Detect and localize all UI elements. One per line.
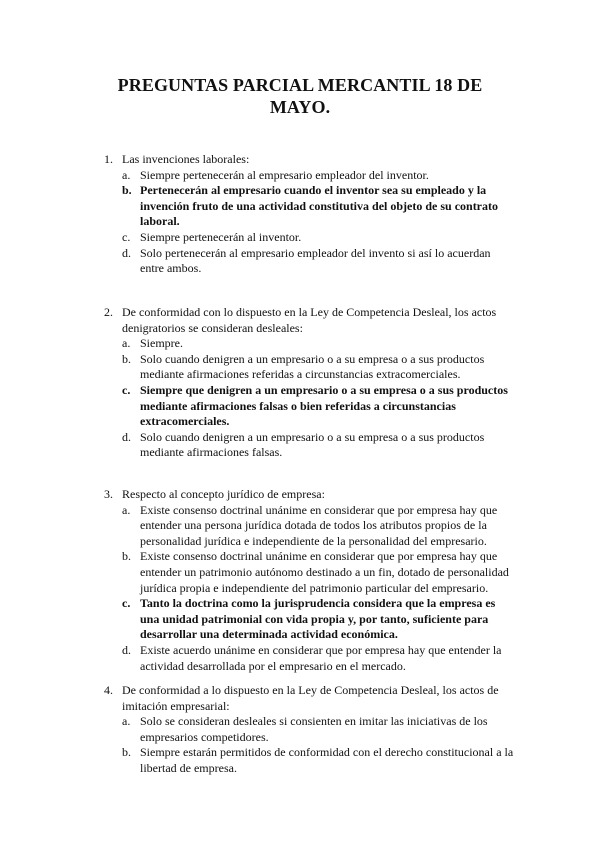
option-text: Pertenecerán al empresario cuando el inventor sea su empleado y la invención fruto de una actividad constitutiva del objeto de su contrato laboral. xyxy=(140,183,499,229)
option-text: Siempre pertenecerán al inventor. xyxy=(140,229,302,244)
option-letter: b. xyxy=(122,183,132,198)
page-title: PREGUNTAS PARCIAL MERCANTIL 18 DE MAYO. xyxy=(117,75,483,117)
option-text: Siempre que denigren a un empresario o a su empresa o a sus productos mediante afirmaciones falsas o bien referidas a circunstancias extracomerciales. xyxy=(140,382,508,429)
option-text: Existe consenso doctrinal unánime en considerar que por empresa hay que entender un patrimonio autónomo destinado a un fin, dotado de personalidad jurídica propia e independiente del patrimonio particular del empresario. xyxy=(140,549,509,595)
question-text: De conformidad a lo dispuesto en la Ley de Competencia Desleal, los actos de imitación empresarial: xyxy=(122,683,499,713)
option-text: Solo se consideran desleales si consienten en imitar las iniciativas de los empresarios competidores. xyxy=(140,714,488,744)
option-letter: a. xyxy=(122,714,131,729)
question-number: 2. xyxy=(104,305,113,319)
option-letter: a. xyxy=(122,336,131,351)
question-text: Las invenciones laborales: xyxy=(122,152,250,166)
option-text: Existe acuerdo unánime en considerar que por empresa hay que entender la actividad desarrollada por el empresario en el mercado. xyxy=(140,642,502,673)
option-letter: d. xyxy=(122,642,131,657)
option-letter: d. xyxy=(122,245,131,260)
option-d xyxy=(104,430,516,461)
option-a xyxy=(104,503,516,550)
option-b xyxy=(104,352,516,383)
options-list xyxy=(104,168,516,277)
question-number: 4. xyxy=(104,683,113,697)
question-stem xyxy=(104,487,516,503)
option-letter: c. xyxy=(122,596,131,611)
option-b xyxy=(104,549,516,596)
option-text: Siempre. xyxy=(140,336,183,351)
question-4 xyxy=(104,683,516,777)
option-letter: c. xyxy=(122,229,131,244)
question-number: 3. xyxy=(104,487,113,501)
question-number: 1. xyxy=(104,152,113,166)
option-text: Siempre estarán permitidos de conformidad con el derecho constitucional a la libertad de empresa. xyxy=(140,745,514,775)
option-c xyxy=(104,383,516,430)
option-text: Solo cuando denigren a un empresario o a su empresa o a sus productos mediante afirmaciones referidas a circunstancias extracomerciales. xyxy=(140,351,485,382)
option-d xyxy=(104,246,516,277)
option-a xyxy=(104,168,516,184)
option-letter: a. xyxy=(122,167,131,182)
question-2 xyxy=(104,305,516,461)
question-3 xyxy=(104,487,516,674)
option-letter: a. xyxy=(122,502,131,517)
option-letter: c. xyxy=(122,382,131,397)
option-text: Solo pertenecerán al empresario empleador del invento si así lo acuerdan entre ambos. xyxy=(140,245,491,276)
question-stem xyxy=(104,152,516,168)
option-letter: b. xyxy=(122,745,131,760)
option-a xyxy=(104,336,516,352)
question-1 xyxy=(104,152,516,277)
option-d xyxy=(104,643,516,674)
question-text: De conformidad con lo dispuesto en la Ley de Competencia Desleal, los actos denigratorios se consideran desleales: xyxy=(122,305,497,335)
question-stem xyxy=(104,683,516,714)
option-text: Solo cuando denigren a un empresario o a su empresa o a sus productos mediante afirmaciones falsas. xyxy=(140,429,485,460)
option-text: Tanto la doctrina como la jurisprudencia considera que la empresa es una unidad patrimonial con vida propia y, por tanto, suficiente para desarrollar una determinada actividad económica. xyxy=(140,596,496,642)
option-letter: d. xyxy=(122,429,131,444)
option-text: Existe consenso doctrinal unánime en considerar que por empresa hay que entender una persona jurídica dotada de todos los atributos propios de la personalidad jurídica e independiente de la personalidad del empresario. xyxy=(140,502,498,548)
option-text: Siempre pertenecerán al empresario empleador del inventor. xyxy=(140,167,429,182)
option-b xyxy=(104,745,516,776)
option-a xyxy=(104,714,516,745)
question-text: Respecto al concepto jurídico de empresa: xyxy=(122,487,325,501)
option-b xyxy=(104,183,516,230)
option-c xyxy=(104,596,516,643)
option-letter: b. xyxy=(122,351,131,366)
question-stem xyxy=(104,305,516,336)
option-c xyxy=(104,230,516,246)
option-letter: b. xyxy=(122,549,131,564)
options-list xyxy=(104,336,516,461)
options-list xyxy=(104,503,516,675)
options-list xyxy=(104,714,516,776)
